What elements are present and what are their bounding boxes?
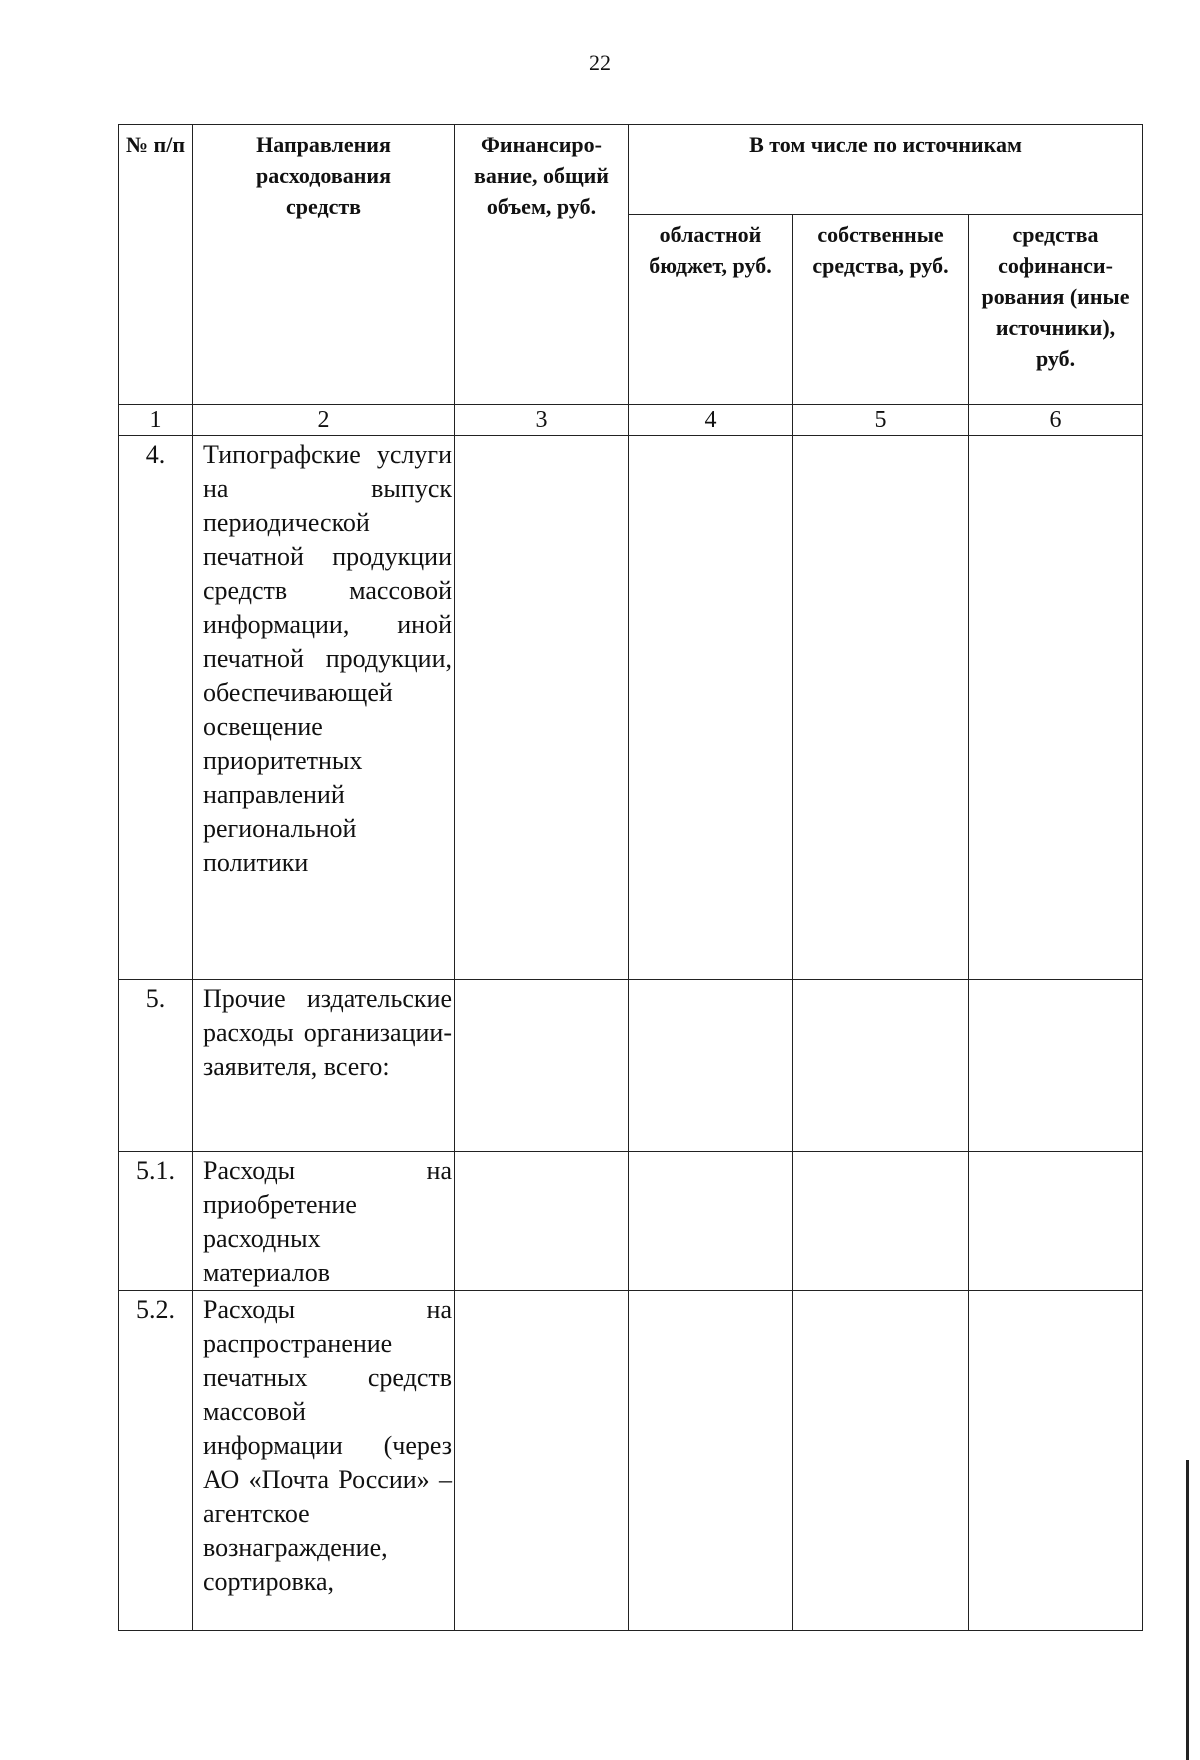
column-number: 3 xyxy=(455,405,629,436)
scan-edge-line xyxy=(1186,1460,1189,1760)
row-number: 5.1. xyxy=(119,1152,193,1291)
table-row xyxy=(119,436,1143,980)
header-own: собственные средства, руб. xyxy=(793,215,969,405)
row-financing xyxy=(455,1152,629,1291)
row-direction: Расходы на приобретение расходных материалов xyxy=(193,1152,455,1291)
row-cofinancing xyxy=(969,980,1143,1152)
budget-table xyxy=(118,124,1143,1631)
column-number: 5 xyxy=(793,405,969,436)
header-financing: Финансиро-вание, общий объем, руб. xyxy=(455,125,629,405)
header-row-top xyxy=(119,125,1143,215)
page-number: 22 xyxy=(589,50,611,75)
column-number: 4 xyxy=(629,405,793,436)
column-number: 1 xyxy=(119,405,193,436)
row-cofinancing xyxy=(969,436,1143,980)
table-row xyxy=(119,1152,1143,1291)
row-direction: Прочие издательские расходы организации-заявителя, всего: xyxy=(193,980,455,1152)
row-financing xyxy=(455,436,629,980)
row-number: 5.2. xyxy=(119,1291,193,1631)
header-regional: областной бюджет, руб. xyxy=(629,215,793,405)
table-row xyxy=(119,1291,1143,1631)
row-cofinancing xyxy=(969,1291,1143,1631)
row-number: 4. xyxy=(119,436,193,980)
row-own xyxy=(793,1152,969,1291)
column-number: 2 xyxy=(193,405,455,436)
row-direction: Расходы на распространение печатных средств массовой информации (через АО «Почта России» – агентское вознаграждение, сортировка, xyxy=(193,1291,455,1631)
header-sources-group: В том числе по источникам xyxy=(629,125,1143,215)
column-number: 6 xyxy=(969,405,1143,436)
row-own xyxy=(793,980,969,1152)
row-regional xyxy=(629,980,793,1152)
row-regional xyxy=(629,436,793,980)
column-number-row xyxy=(119,405,1143,436)
row-number: 5. xyxy=(119,980,193,1152)
row-own xyxy=(793,436,969,980)
row-cofinancing xyxy=(969,1152,1143,1291)
row-financing xyxy=(455,980,629,1152)
table-row xyxy=(119,980,1143,1152)
header-num: № п/п xyxy=(119,125,193,405)
header-cofinancing: средства софинанси-рования (иные источники), руб. xyxy=(969,215,1143,405)
header-direction: Направления расходования средств xyxy=(193,125,455,405)
row-financing xyxy=(455,1291,629,1631)
row-regional xyxy=(629,1152,793,1291)
row-own xyxy=(793,1291,969,1631)
row-direction: Типографские услуги на выпуск периодической печатной продукции средств массовой информации, иной печатной продукции, обеспечивающей освещение приоритетных направлений региональной политики xyxy=(193,436,455,980)
row-regional xyxy=(629,1291,793,1631)
